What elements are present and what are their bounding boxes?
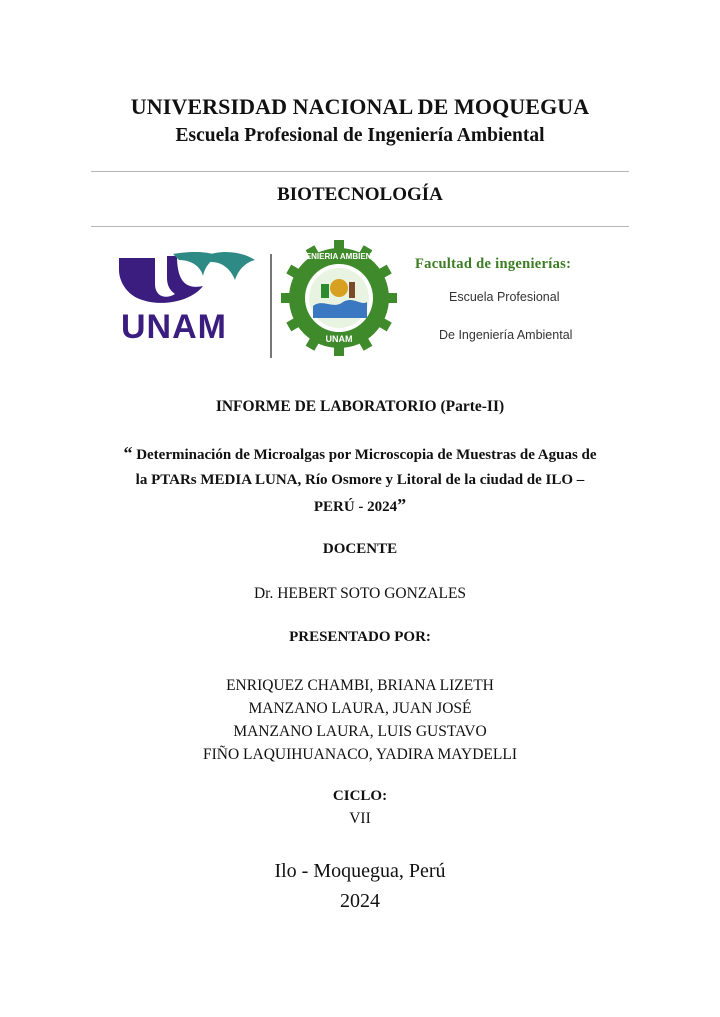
place: Ilo - Moquegua, Perú <box>274 860 446 882</box>
report-type: INFORME DE LABORATORIO (Parte-II) <box>215 398 505 415</box>
faculty-line-1: Escuela Profesional <box>449 290 560 304</box>
authors-list <box>0 674 720 766</box>
top-divider <box>91 171 629 172</box>
report-title <box>90 441 630 520</box>
author-name: ENRIQUEZ CHAMBI, BRIANA LIZETH <box>226 677 494 694</box>
unam-logo <box>115 250 265 350</box>
year: 2024 <box>340 890 380 912</box>
docente-name: Dr. HEBERT SOTO GONZALES <box>253 585 467 602</box>
unam-emblem-icon <box>115 250 265 310</box>
faculty-block <box>415 256 595 342</box>
docente-label: DOCENTE <box>322 541 398 557</box>
author-name: MANZANO LAURA, JUAN JOSÉ <box>248 700 472 717</box>
report-title-line-1: Determinación de Microalgas por Microscopia de Muestras de Aguas de <box>136 447 597 463</box>
report-title-line-2: la PTARs MEDIA LUNA, Río Osmore y Litoral de la ciudad de ILO – <box>135 472 585 488</box>
author-name: MANZANO LAURA, LUIS GUSTAVO <box>233 723 487 740</box>
school-title: Escuela Profesional de Ingeniería Ambiental <box>175 125 545 146</box>
bottom-divider <box>91 226 629 227</box>
faculty-title: Facultad de ingenierías: <box>415 256 572 272</box>
close-quote: ” <box>397 495 407 515</box>
engineering-seal-icon <box>281 240 397 356</box>
university-title: UNIVERSIDAD NACIONAL DE MOQUEGUA <box>130 94 590 119</box>
ciclo-label: CICLO: <box>332 788 388 804</box>
seal-bottom-text: UNAM <box>325 334 353 344</box>
presentado-label: PRESENTADO POR: <box>289 629 431 645</box>
faculty-line-2: De Ingeniería Ambiental <box>439 328 573 342</box>
report-title-line-3: PERÚ - 2024 <box>313 499 398 515</box>
seal-top-text: INGENIERIA AMBIENTAL <box>291 252 387 261</box>
open-quote: “ <box>123 443 133 463</box>
unam-wordmark: UNAM <box>121 308 227 346</box>
logos-banner <box>115 240 595 360</box>
course-title: BIOTECNOLOGÍA <box>277 184 443 205</box>
author-name: FIÑO LAQUIHUANACO, YADIRA MAYDELLI <box>202 746 517 763</box>
ciclo-value: VII <box>349 810 371 827</box>
logo-separator <box>270 254 272 358</box>
